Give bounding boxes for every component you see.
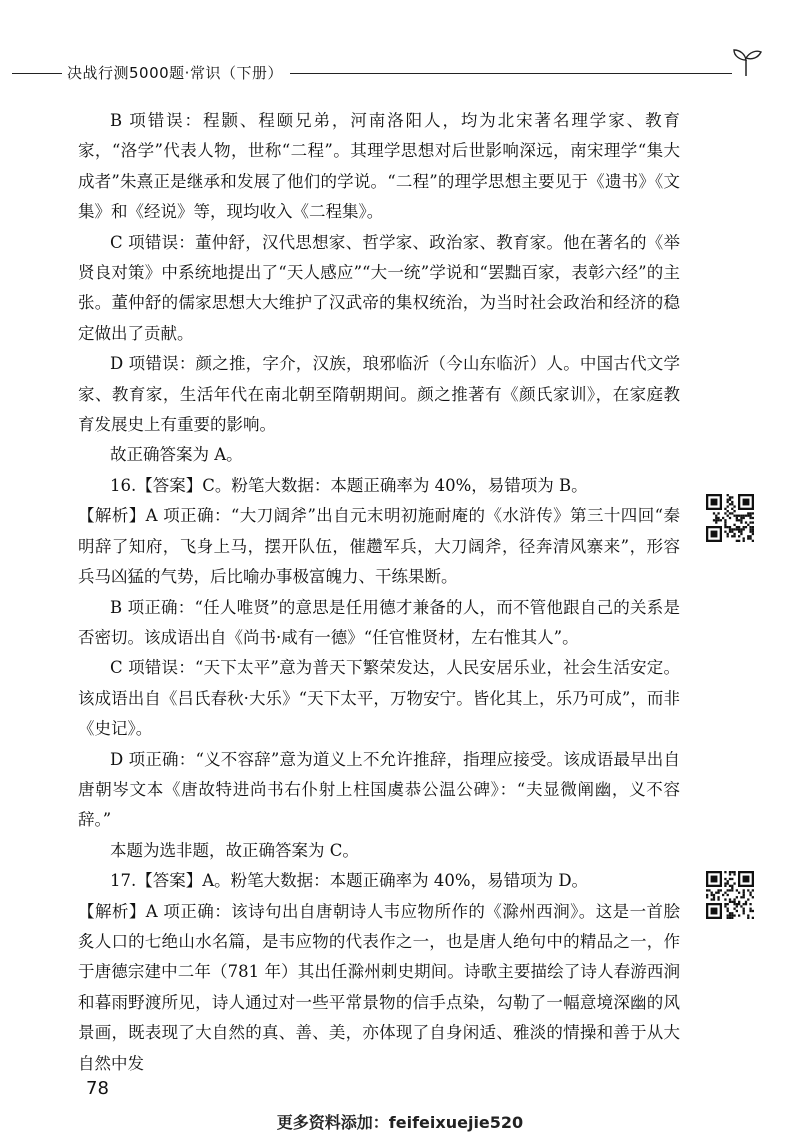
question-17-answer: 17.【答案】A。粉笔大数据：本题正确率为 40%，易错项为 D。 xyxy=(110,871,589,891)
paragraph-b-error-cheng: B 项错误：程颢、程颐兄弟，河南洛阳人，均为北宋著名理学家、教育家，“洛学”代表人物，世称“二程”。其理学思想对后世影响深远，南宋理学“集大成者”朱熹正是继承和发展了他们的学说。“二程”的理学思想主要见于《遗书》《文集》和《经说》等，现均收入《二程集》。 xyxy=(78,111,680,222)
page-header xyxy=(0,40,800,90)
qr-code-icon[interactable] xyxy=(706,871,754,919)
page-number: 78 xyxy=(86,1078,109,1099)
paragraph-16-c: C 项错误：“天下太平”意为普天下繁荣发达，人民安居乐业，社会生活安定。该成语出自《吕氏春秋·大乐》“天下太平，万物安宁。皆化其上，乐乃可成”，而非《史记》。 xyxy=(78,658,680,739)
paragraph-c-error-dong: C 项错误：董仲舒，汉代思想家、哲学家、政治家、教育家。他在著名的《举贤良对策》中系统地提出了“天人感应”“大一统”学说和“罢黜百家，表彰六经”的主张。董仲舒的儒家思想大大维护了汉武帝的集权统治，为当时社会政治和经济的稳定做出了贡献。 xyxy=(78,232,680,343)
answer-explanations xyxy=(78,106,680,1079)
header-rule-right xyxy=(290,73,732,74)
book-title: 决战行测5000题·常识（下册） xyxy=(67,64,283,82)
question-16-analysis: 【解析】A 项正确：“大刀阔斧”出自元末明初施耐庵的《水浒传》第三十四回“秦明辞了知府，飞身上马，摆开队伍，催趱军兵，大刀阔斧，径奔清风寨来”，形容兵马凶猛的气势，后比喻办事极富魄力、干练果断。 xyxy=(78,506,680,587)
paragraph-answer-a: 故正确答案为 A。 xyxy=(110,445,243,465)
footer-note: 更多资料添加：feifeixuejie520 xyxy=(276,1113,524,1132)
sprout-icon xyxy=(728,40,764,80)
paragraph-d-error-yan: D 项错误：颜之推，字介，汉族，琅邪临沂（今山东临沂）人。中国古代文学家、教育家，生活年代在南北朝至隋朝期间。颜之推著有《颜氏家训》，在家庭教育发展史上有重要的影响。 xyxy=(78,354,680,435)
paragraph-16-conclusion: 本题为选非题，故正确答案为 C。 xyxy=(110,840,359,860)
header-rule-left xyxy=(12,73,62,74)
question-17-analysis: 【解析】A 项正确：该诗句出自唐朝诗人韦应物所作的《滁州西涧》。这是一首脍炙人口的七绝山水名篇，是韦应物的代表作之一，也是唐人绝句中的精品之一，作于唐德宗建中二年（781 年）其出任滁州刺史期间。诗歌主要描绘了诗人春游西涧和暮雨野渡所见，诗人通过对一些平常景物的信手点染，勾勒了一幅意境深幽的风景画，既表现了大自然的真、善、美，亦体现了自身闲适、雅淡的情操和善于从大自然中发 xyxy=(78,901,680,1073)
question-16-answer: 16.【答案】C。粉笔大数据：本题正确率为 40%，易错项为 B。 xyxy=(110,475,588,495)
paragraph-16-b: B 项正确：“任人唯贤”的意思是任用德才兼备的人，而不管他跟自己的关系是否密切。该成语出自《尚书·咸有一德》“任官惟贤材，左右惟其人”。 xyxy=(78,597,680,647)
qr-code-icon[interactable] xyxy=(706,494,754,542)
paragraph-16-d: D 项正确：“义不容辞”意为道义上不允许推辞，指理应接受。该成语最早出自唐朝岑文本《唐故特进尚书右仆射上柱国虞恭公温公碑》：“夫显微阐幽，义不容辞。” xyxy=(78,749,680,830)
